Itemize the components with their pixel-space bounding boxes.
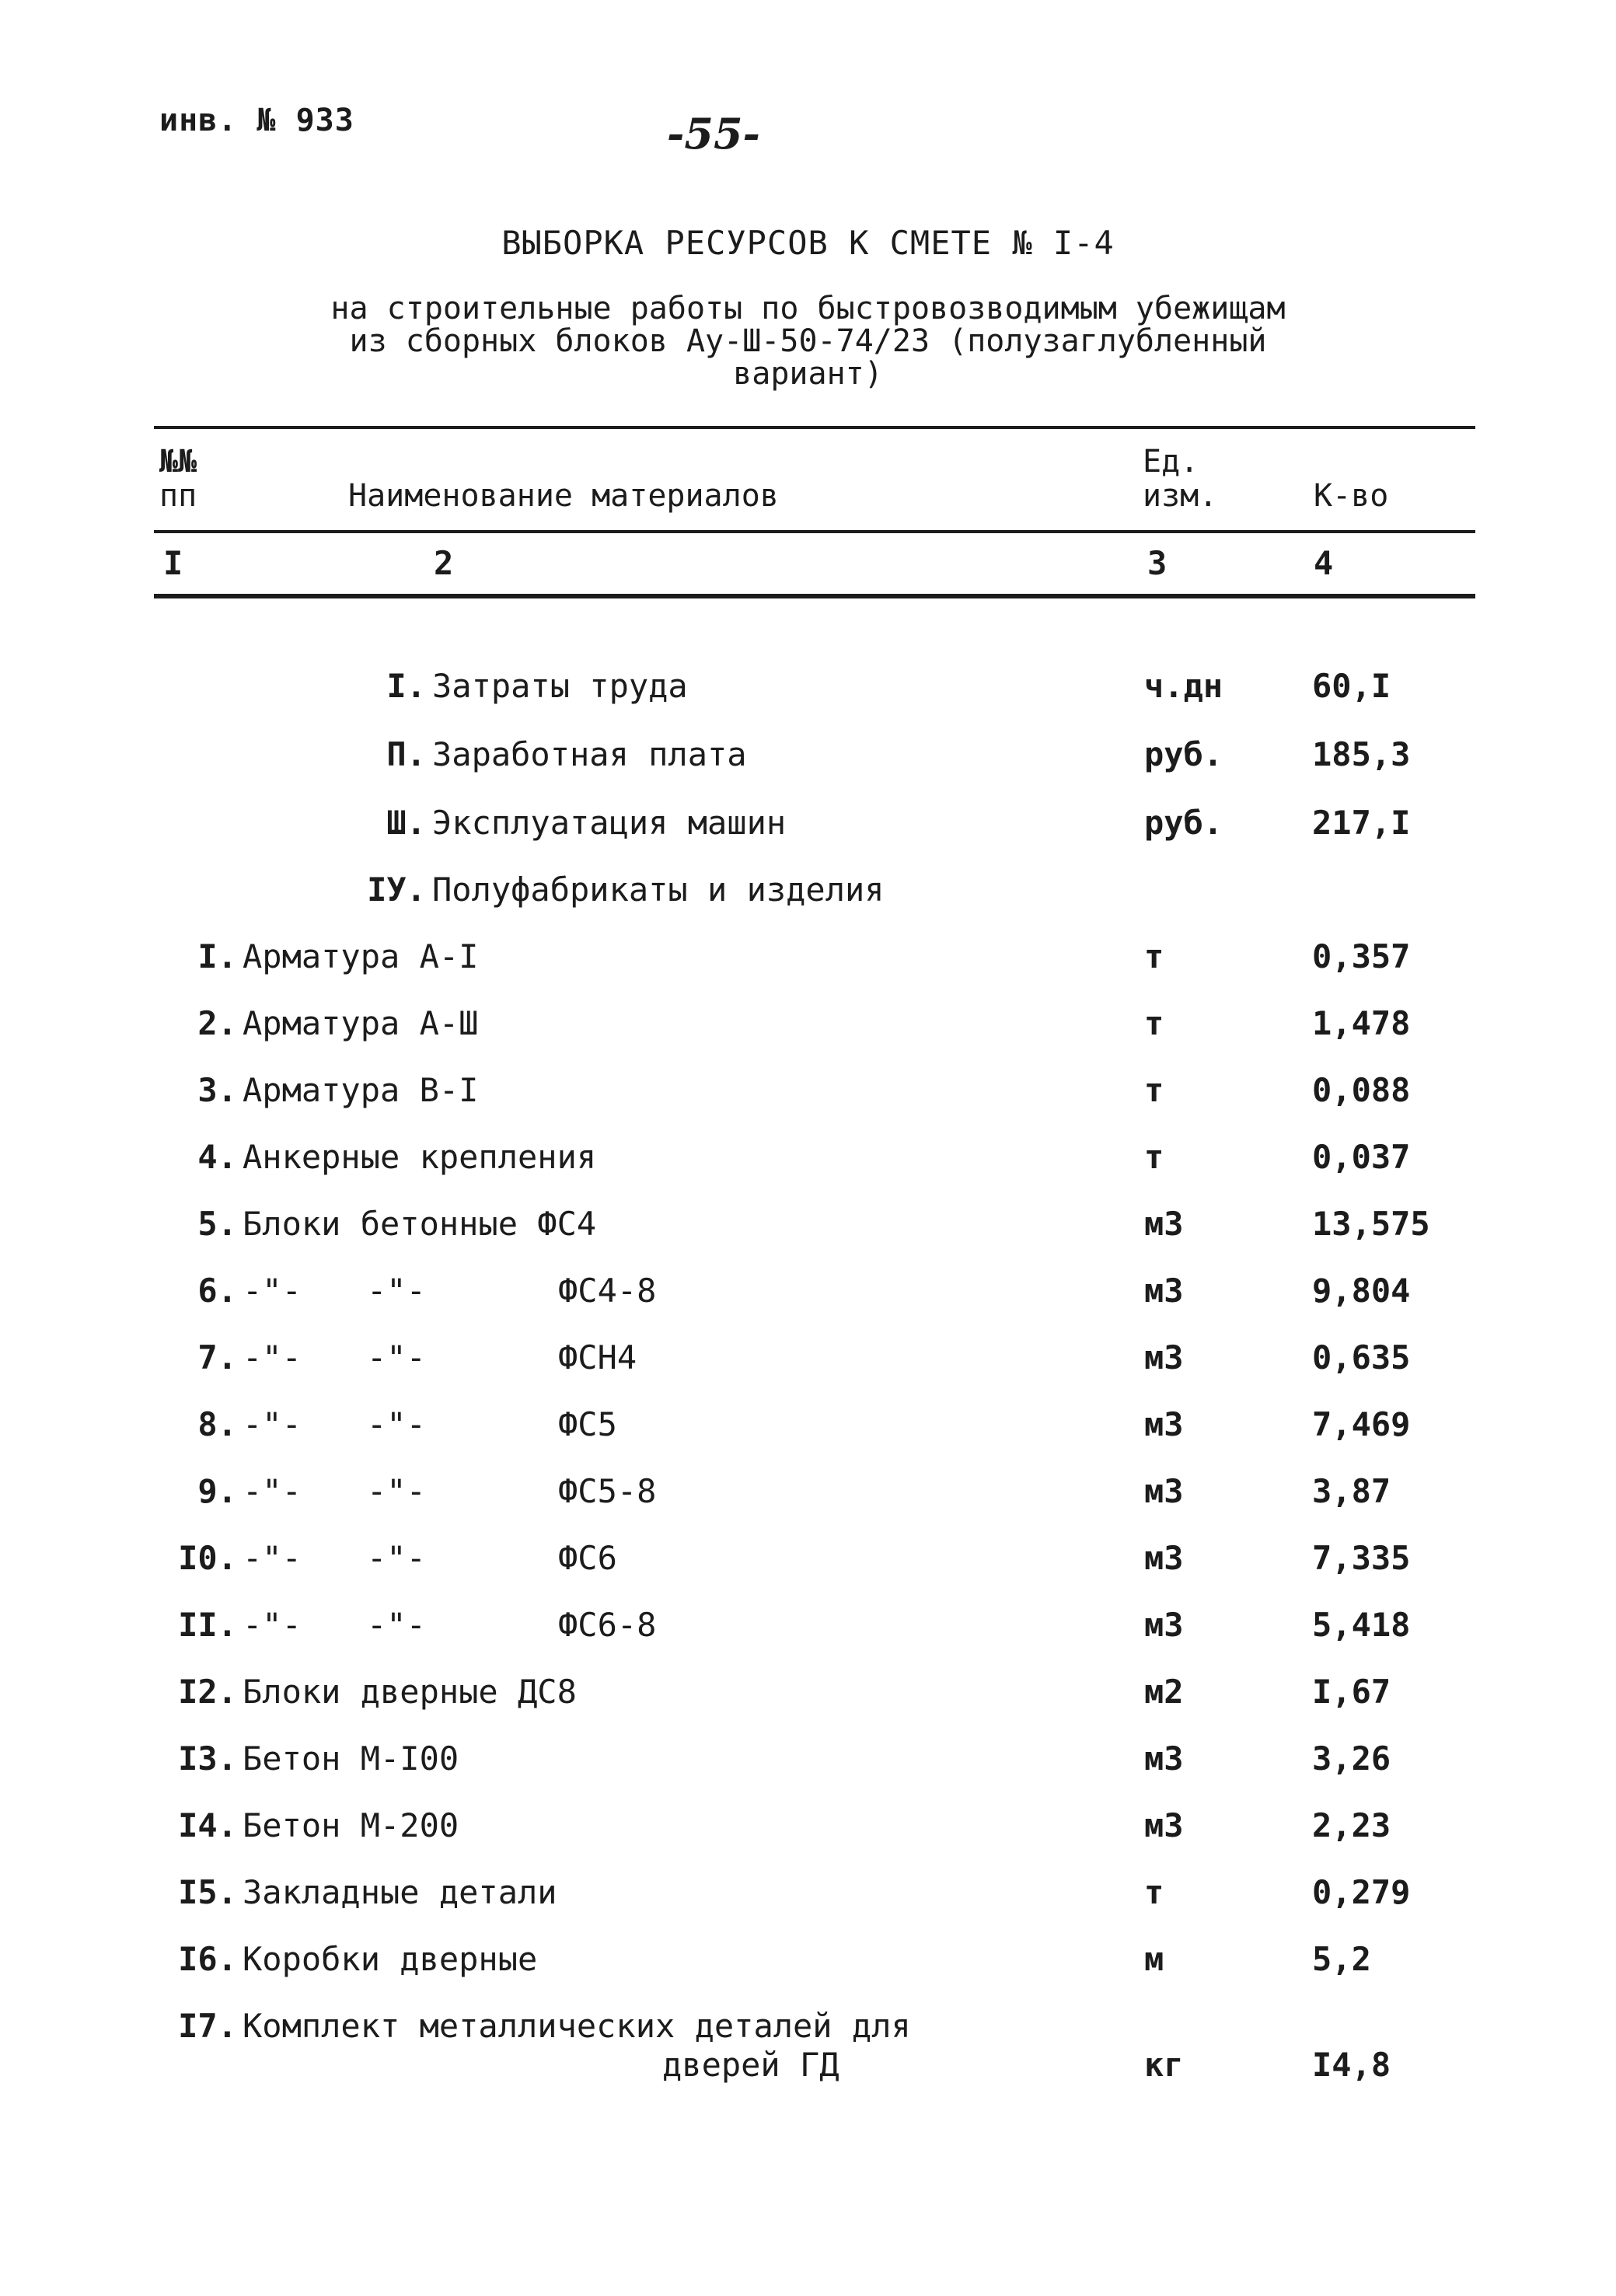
ditto-mark: -"- [243, 1606, 302, 1644]
row-number: I5. [178, 1873, 237, 1911]
table-row [0, 1940, 1616, 2002]
table-row [0, 1673, 1616, 1735]
row-unit: м3 [1144, 1739, 1184, 1778]
row-number: I2. [178, 1673, 237, 1711]
document-title: ВЫБОРКА РЕСУРСОВ К СМЕТЕ № I-4 [501, 224, 1115, 262]
table-row [0, 1472, 1616, 1534]
header-unit-line: Ед. [1143, 444, 1199, 480]
material-name: Блоки дверные ДС8 [243, 1673, 577, 1711]
section-number: I. [386, 667, 426, 705]
table-row [0, 1873, 1616, 1935]
row-number: 3. [197, 1071, 237, 1109]
section-name: Полуфабрикаты и изделия [432, 871, 885, 909]
table-top-rule [154, 426, 1475, 429]
row-quantity: 7,469 [1312, 1405, 1411, 1443]
row-quantity: 2,23 [1312, 1806, 1391, 1844]
section-number: Ш. [386, 804, 426, 842]
section-row [0, 804, 1616, 866]
ditto-mark: -"- [243, 1272, 302, 1310]
table-row [0, 937, 1616, 1000]
row-unit: м3 [1144, 1272, 1184, 1310]
row-quantity: 5,418 [1312, 1606, 1411, 1644]
subtitle-line: вариант) [733, 356, 883, 392]
row-unit: м3 [1144, 1606, 1184, 1644]
block-grade: ФС5 [558, 1405, 617, 1443]
row-quantity: 3,26 [1312, 1739, 1391, 1778]
column-number-4: 4 [1314, 544, 1334, 582]
material-name: Бетон М-200 [243, 1806, 459, 1844]
ditto-mark: -"- [367, 1338, 426, 1377]
row-quantity: I,67 [1312, 1673, 1391, 1711]
row-number: I. [197, 937, 237, 975]
block-grade: ФС5-8 [558, 1472, 657, 1510]
column-number-3: 3 [1147, 544, 1167, 582]
header-quantity: К-во [1314, 478, 1389, 514]
row-quantity: 0,088 [1312, 1071, 1411, 1109]
row-unit: м3 [1144, 1806, 1184, 1844]
section-name: Эксплуатация машин [432, 804, 787, 842]
row-number: 6. [197, 1272, 237, 1310]
block-grade: ФС6 [558, 1539, 617, 1577]
section-unit: ч.дн [1144, 667, 1223, 705]
material-name: Арматура А-I [243, 937, 479, 975]
table-row [0, 1205, 1616, 1267]
page-number: -55- [667, 109, 760, 159]
row-quantity: 0,279 [1312, 1873, 1411, 1911]
table-row [0, 1405, 1616, 1467]
section-number: IУ. [367, 871, 426, 909]
row-unit: м3 [1144, 1472, 1184, 1510]
table-row [0, 2007, 1616, 2108]
material-name-continuation: дверей ГД [662, 2046, 839, 2084]
ditto-mark: -"- [243, 1338, 302, 1377]
header-unit-line: изм. [1143, 478, 1218, 514]
row-number: II. [178, 1606, 237, 1644]
row-unit: т [1144, 1004, 1164, 1042]
table-row [0, 1806, 1616, 1869]
header-number-line: пп [159, 478, 197, 514]
document-subtitle [0, 292, 1616, 390]
row-quantity: 0,037 [1312, 1138, 1411, 1176]
ditto-mark: -"- [367, 1405, 426, 1443]
material-name: Коробки дверные [243, 1940, 538, 1978]
ditto-mark: -"- [243, 1405, 302, 1443]
row-unit: м3 [1144, 1338, 1184, 1377]
table-row [0, 1272, 1616, 1334]
row-unit: т [1144, 1071, 1164, 1109]
row-number: I0. [178, 1539, 237, 1577]
row-number: 9. [197, 1472, 237, 1510]
material-name: Бетон М-I00 [243, 1739, 459, 1778]
row-quantity: 5,2 [1312, 1940, 1371, 1978]
row-unit: т [1144, 1138, 1164, 1176]
header-name: Наименование материалов [348, 478, 779, 514]
row-quantity: 1,478 [1312, 1004, 1411, 1042]
header-number [159, 445, 197, 513]
block-grade: ФСН4 [558, 1338, 637, 1377]
row-number: 2. [197, 1004, 237, 1042]
table-row [0, 1739, 1616, 1802]
row-quantity: I4,8 [1312, 2046, 1391, 2084]
table-row [0, 1539, 1616, 1601]
ditto-mark: -"- [367, 1472, 426, 1510]
row-quantity: 7,335 [1312, 1539, 1411, 1577]
row-unit: кг [1144, 2046, 1184, 2084]
material-name: Комплект металлических деталей для [243, 2007, 911, 2045]
table-row [0, 1606, 1616, 1668]
header-rule [154, 530, 1475, 533]
column-number-rule [154, 594, 1475, 598]
material-name: Арматура А-Ш [243, 1004, 479, 1042]
material-name: Блоки бетонные ФС4 [243, 1205, 597, 1243]
table-row [0, 1071, 1616, 1133]
row-number: 7. [197, 1338, 237, 1377]
section-row [0, 735, 1616, 797]
row-quantity: 0,635 [1312, 1338, 1411, 1377]
row-number: I6. [178, 1940, 237, 1978]
row-unit: т [1144, 1873, 1164, 1911]
row-number: I3. [178, 1739, 237, 1778]
column-number-1: I [163, 544, 183, 582]
ditto-mark: -"- [243, 1472, 302, 1510]
row-number: 8. [197, 1405, 237, 1443]
material-name: Арматура В-I [243, 1071, 479, 1109]
row-quantity: 9,804 [1312, 1272, 1411, 1310]
row-number: I7. [178, 2007, 237, 2045]
section-quantity: 60,I [1312, 667, 1391, 705]
ditto-mark: -"- [367, 1606, 426, 1644]
row-number: 5. [197, 1205, 237, 1243]
section-name: Заработная плата [432, 735, 747, 773]
subtitle-line: из сборных блоков Ау-Ш-50-74/23 (полузаглубленный [349, 323, 1267, 359]
row-unit: м3 [1144, 1405, 1184, 1443]
material-name: Закладные детали [243, 1873, 557, 1911]
header-number-line: №№ [159, 444, 197, 480]
table-row [0, 1338, 1616, 1401]
row-unit: м2 [1144, 1673, 1184, 1711]
section-quantity: 185,3 [1312, 735, 1411, 773]
inventory-number: инв. № 933 [159, 103, 354, 138]
row-number: I4. [178, 1806, 237, 1844]
section-row [0, 667, 1616, 729]
section-name: Затраты труда [432, 667, 688, 705]
row-unit: т [1144, 937, 1164, 975]
row-quantity: 3,87 [1312, 1472, 1391, 1510]
row-quantity: 0,357 [1312, 937, 1411, 975]
ditto-mark: -"- [367, 1539, 426, 1577]
section-quantity: 217,I [1312, 804, 1411, 842]
row-unit: м3 [1144, 1205, 1184, 1243]
row-number: 4. [197, 1138, 237, 1176]
header-unit [1143, 445, 1217, 513]
table-row [0, 1004, 1616, 1066]
row-unit: м [1144, 1940, 1164, 1978]
ditto-mark: -"- [243, 1539, 302, 1577]
row-unit: м3 [1144, 1539, 1184, 1577]
ditto-mark: -"- [367, 1272, 426, 1310]
block-grade: ФС6-8 [558, 1606, 657, 1644]
subtitle-line: на строительные работы по быстровозводимым убежищам [330, 291, 1286, 326]
section-row [0, 871, 1616, 933]
column-number-2: 2 [434, 544, 454, 582]
section-unit: руб. [1144, 804, 1223, 842]
table-row [0, 1138, 1616, 1200]
section-number: П. [386, 735, 426, 773]
row-quantity: 13,575 [1312, 1205, 1430, 1243]
material-name: Анкерные крепления [243, 1138, 597, 1176]
block-grade: ФС4-8 [558, 1272, 657, 1310]
section-unit: руб. [1144, 735, 1223, 773]
